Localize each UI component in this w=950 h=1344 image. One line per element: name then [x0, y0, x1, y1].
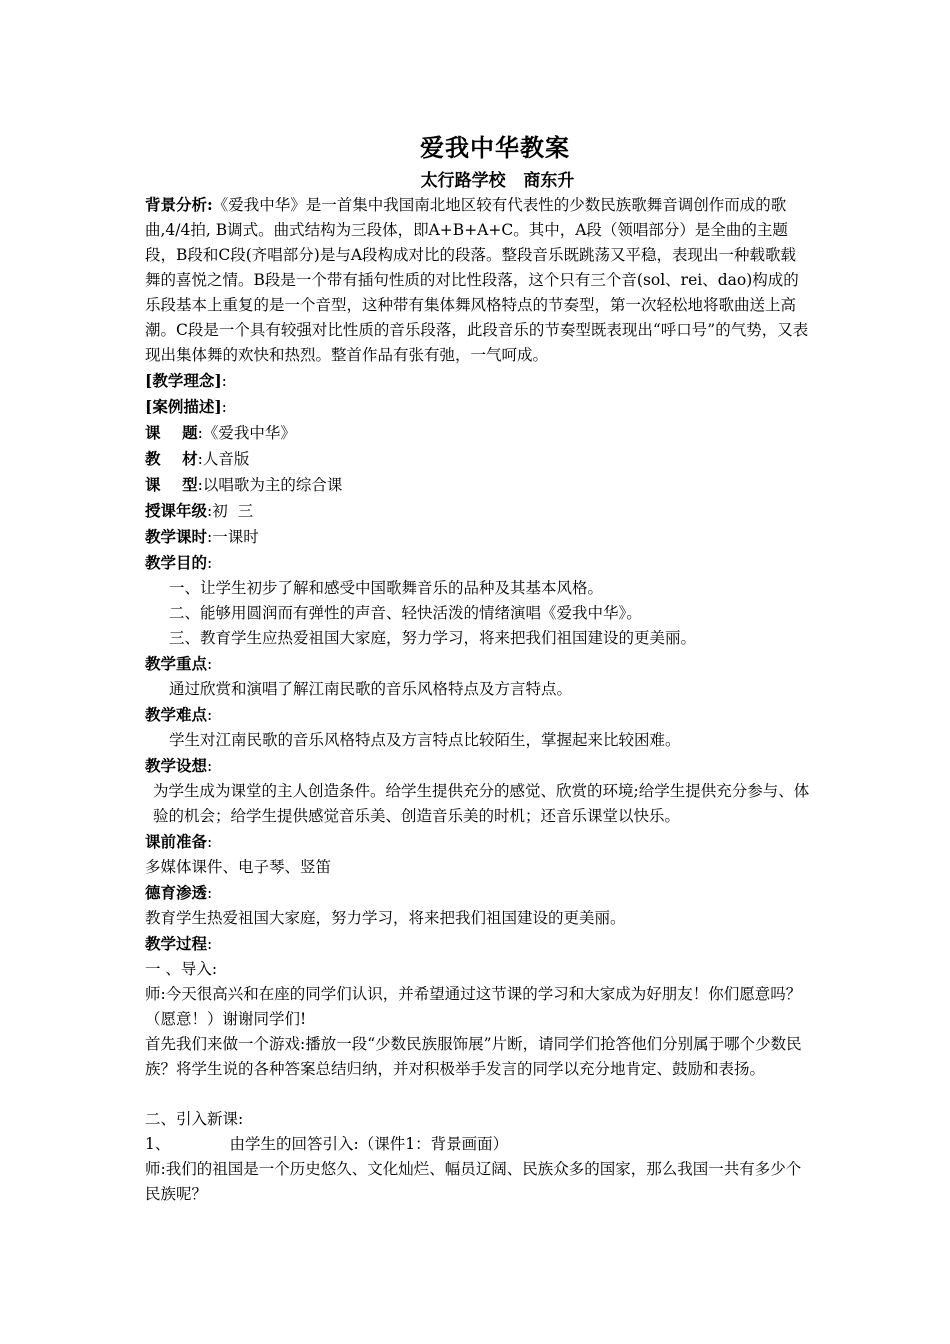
info-value: :人音版 [197, 450, 250, 468]
moral-colon: : [207, 884, 213, 902]
objective-item: 三、教育学生应热爱祖国大家庭，努力学习，将来把我们祖国建设的更美丽。 [169, 629, 697, 647]
process-heading [145, 931, 810, 957]
objectives-colon: : [207, 554, 213, 572]
moral-heading [145, 880, 810, 906]
preparation-colon: : [207, 833, 213, 851]
moral-label: 德育渗透 [145, 883, 208, 902]
difficulties-text: 学生对江南民歌的音乐风格特点及方言特点比较陌生，掌握起来比较困难。 [169, 731, 681, 749]
info-row-material [145, 446, 810, 472]
key-points-colon: : [207, 655, 213, 673]
info-value: :以唱歌为主的综合课 [197, 476, 343, 494]
key-points-text: 通过欣赏和演唱了解江南民歌的音乐风格特点及方言特点。 [169, 680, 573, 698]
document-title: 爱我中华教案 [420, 133, 570, 162]
key-points-label: 教学重点 [145, 654, 208, 673]
info-label: 授课年级 [145, 501, 208, 520]
info-label: 教学课时 [145, 527, 208, 546]
background-text: 《爱我中华》是一首集中我国南北地区较有代表性的少数民族歌舞音调创作而成的歌曲,4/4拍, B调式。曲式结构为三段体，即A+B+A+C。其中，A段（领唱部分）是全曲的主题段，B段和C段(齐唱部分)是与A段构成对比的段落。整段音乐既跳荡又平稳，表现出一种载歌载舞的喜悦之情。B段是一个带有插句性质的对比性段落，这个只有三个音(sol、rei、dao)构成的乐段基本上重复的是一个音型，这种带有集体舞风格特点的节奏型，第一次轻松地将歌曲送上高潮。C段是一个具有较强对比性质的音乐段落，此段音乐的节奏型既表现出“呼口号”的气势，又表现出集体舞的欢快和热烈。整首作品有张有弛，一气呵成。 [145, 196, 809, 364]
philosophy-label: [教学理念] [145, 371, 222, 390]
info-value: :初 三 [207, 502, 254, 520]
info-value: :《爱我中华》 [197, 424, 296, 442]
intro-heading: 一 、导入: [145, 960, 218, 978]
info-value: :一课时 [207, 528, 259, 546]
preparation-label: 课前准备 [145, 832, 208, 851]
case-description-colon: : [221, 398, 227, 416]
intro-paragraph: 师:今天很高兴和在座的同学们认识，并希望通过这节课的学习和大家成为好朋友！你们愿意吗？（愿意！）谢谢同学们! [145, 985, 802, 1028]
difficulties-label: 教学难点 [145, 705, 208, 724]
background-label: 背景分析: [145, 195, 213, 214]
philosophy-colon: : [221, 372, 227, 390]
blank-line [145, 1082, 810, 1107]
info-label: 课 型 [145, 475, 198, 494]
design-text: 为学生成为课堂的主人创造条件。给学生提供充分的感觉、欣赏的环境;给学生提供充分参与、体验的机会；给学生提供感觉音乐美、创造音乐美的时机；还音乐课堂以快乐。 [153, 782, 810, 825]
objectives-label: 教学目的 [145, 553, 208, 572]
preparation-heading [145, 829, 810, 855]
case-description-line [145, 394, 810, 420]
new-lesson-heading: 二、引入新课: [145, 1110, 244, 1128]
design-colon: : [207, 757, 213, 775]
info-label: 课 题 [145, 423, 198, 442]
difficulties-colon: : [207, 706, 213, 724]
info-row-topic [145, 420, 810, 446]
objective-item: 一、让学生初步了解和感受中国歌舞音乐的品种及其基本风格。 [169, 579, 604, 597]
step-paragraph: 师:我们的祖国是一个历史悠久、文化灿烂、幅员辽阔、民族众多的国家，那么我国一共有多少个民族呢？ [145, 1160, 802, 1203]
philosophy-line [145, 368, 810, 394]
preparation-text: 多媒体课件、电子琴、竖笛 [145, 858, 332, 876]
info-label: 教 材 [145, 449, 198, 468]
process-colon: : [207, 935, 213, 953]
info-row-type [145, 472, 810, 498]
design-heading [145, 753, 810, 779]
difficulties-heading [145, 702, 810, 728]
moral-text: 教育学生热爱祖国大家庭，努力学习，将来把我们祖国建设的更美丽。 [145, 909, 626, 927]
objectives-heading [145, 550, 810, 576]
process-label: 教学过程 [145, 934, 208, 953]
background-paragraph [145, 192, 810, 368]
document-subtitle: 太行路学校 商东升 [420, 171, 575, 191]
document-body [145, 128, 810, 1207]
intro-paragraph: 首先我们来做一个游戏:播放一段“少数民族服饰展”片断，请同学们抢答他们分别属于哪个少数民族？将学生说的各种答案总结归纳，并对积极举手发言的同学以充分地肯定、鼓励和表扬。 [145, 1035, 802, 1078]
step-line: 1、 由学生的回答引入:（课件1：背景画面） [145, 1135, 509, 1153]
key-points-heading [145, 651, 810, 677]
case-description-label: [案例描述] [145, 397, 222, 416]
info-row-grade [145, 498, 810, 524]
info-row-hours [145, 524, 810, 550]
objective-item: 二、能够用圆润而有弹性的声音、轻快活泼的情绪演唱《爱我中华》。 [169, 604, 642, 622]
design-label: 教学设想 [145, 756, 208, 775]
